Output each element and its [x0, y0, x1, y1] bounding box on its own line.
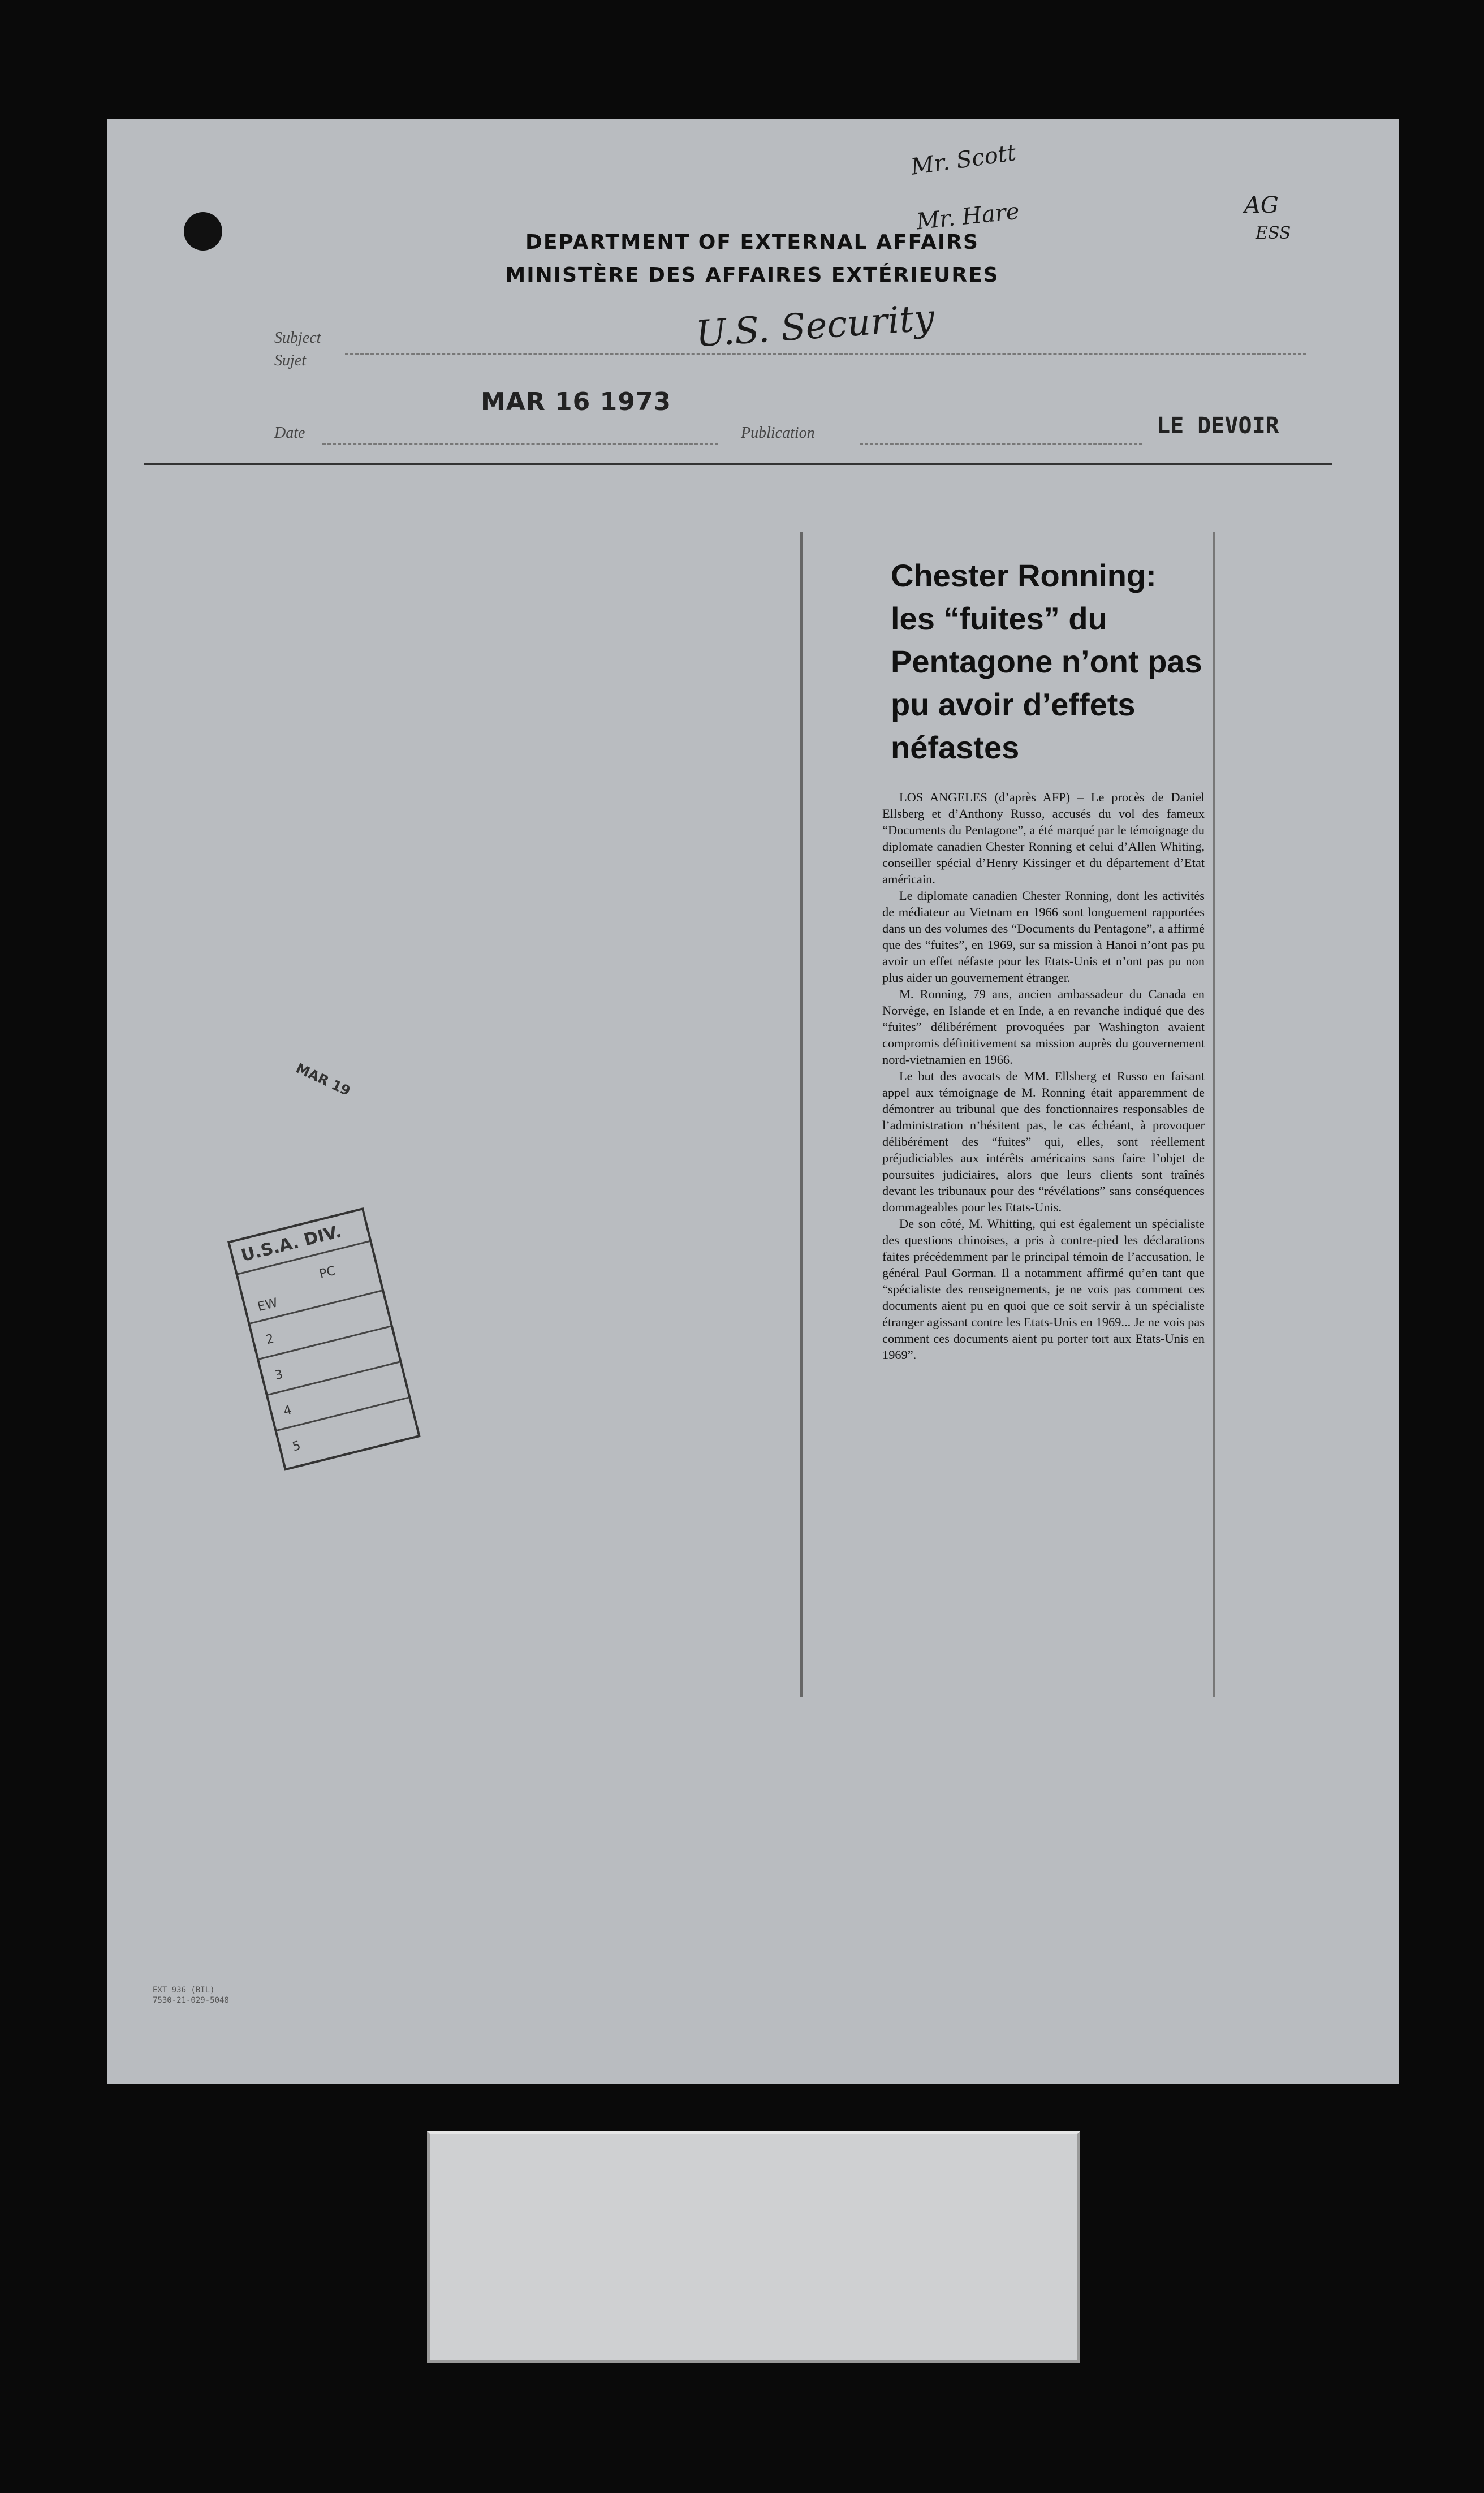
- form-number: [153, 1985, 229, 2005]
- department-name-en: DEPARTMENT OF EXTERNAL AFFAIRS: [525, 231, 979, 254]
- date-label: Date: [274, 424, 305, 442]
- stamp-row-divider: [277, 1397, 409, 1431]
- division-stamp-title: U.S.A. DIV.: [239, 1222, 344, 1266]
- publication-stamp: LE DEVOIR: [1157, 413, 1279, 439]
- stamp-cell: PC: [318, 1263, 337, 1282]
- article-body: [882, 789, 1205, 1363]
- form-number-line2: 7530-21-029-5048: [153, 1996, 229, 2005]
- clipping-left-edge: [800, 532, 803, 1697]
- article-paragraph: Le diplomate canadien Chester Ronning, dont les activités de médiateur au Vietnam en 1966 sont longuement rapportées dans un des volumes des “Documents du Pentagone”, a affirmé que des “fuites”, en 1969, sur sa mission à Hanoi n’ont pas pu avoir un effet néfaste pour les Etats-Unis et n’ont pas pu non plus aider un gouvernement étranger.: [882, 888, 1205, 985]
- routing-note-2: Mr. Hare: [915, 198, 1021, 235]
- margin-note-2: ESS: [1256, 223, 1291, 243]
- header-rule: [144, 463, 1332, 465]
- clipping-right-edge: [1213, 532, 1215, 1697]
- stamp-row-divider: [259, 1326, 391, 1360]
- article-paragraph: Le but des avocats de MM. Ellsberg et Russo en faisant appel aux témoignage de M. Ronning était apparemment de démontrer au tribunal que des fonctionnaires responsables de l’administration n’hésitent pas, le cas échéant, à provoquer délibérément des “fuites” qui, elles, sont réellement préjudiciables aux intérêts américains sans faire l’objet de poursuites judiciaires, alors que leurs clients sont traînés devant les tribunaux pour des “révélations” sans conséquences dommageables pour les Etats-Unis.: [882, 1069, 1205, 1214]
- division-stamp-box: [227, 1207, 421, 1471]
- stamp-cell: 3: [273, 1367, 284, 1383]
- date-stamp: MAR 16 1973: [481, 387, 672, 416]
- publication-line: [860, 443, 1142, 445]
- date-line: [322, 443, 718, 445]
- subject-line: [345, 353, 1306, 355]
- folder-tab: [427, 2131, 1080, 2363]
- article-paragraph: De son côté, M. Whitting, qui est également un spécialiste des questions chinoises, a pris à contre-pied les déclarations faites précédemment par le principal témoin de l’accusation, le général Paul Gorman. Il a notamment affirmé qu’en tant que “spécialiste des renseignements, je ne vois pas comment ces documents aient pu en quoi que ce soit servir à un spécialiste étranger agissant contre les Etats-Unis en 1969... Je ne vois pas comment ces documents aient pu porter tort aux Etats-Unis en 1969”.: [882, 1217, 1205, 1362]
- article-headline: Chester Ronning: les “fuites” du Pentagone n’ont pas pu avoir d’effets néfastes: [891, 558, 1202, 765]
- stamp-cell: 2: [264, 1331, 276, 1348]
- article-paragraph: LOS ANGELES (d’après AFP) – Le procès de Daniel Ellsberg et d’Anthony Russo, accusés du vol des fameux “Documents du Pentagone”, a été marqué par le témoignage du diplomate canadien Chester Ronning et celui d’Allen Whiting, conseiller spécial d’Henry Kissinger et du département d’Etat américain.: [882, 790, 1205, 886]
- clipping-form-sheet: [107, 119, 1399, 2084]
- stamp-cell: EW: [256, 1296, 279, 1315]
- stamp-cell: 4: [282, 1403, 294, 1419]
- department-name-fr: MINISTÈRE DES AFFAIRES EXTÉRIEURES: [505, 264, 999, 287]
- routing-note-1: Mr. Scott: [909, 140, 1018, 180]
- stamp-cell: 5: [291, 1438, 303, 1455]
- stamp-row-divider: [268, 1361, 400, 1396]
- sujet-label: Sujet: [274, 352, 306, 369]
- subject-handwritten: U.S. Security: [694, 297, 936, 356]
- publication-label: Publication: [741, 424, 815, 442]
- subject-label: Subject: [274, 329, 321, 347]
- punch-hole: [184, 212, 222, 251]
- margin-note: AG: [1244, 192, 1279, 218]
- article-paragraph: M. Ronning, 79 ans, ancien ambassadeur du Canada en Norvège, en Islande et en Inde, a en revanche indiqué que des “fuites” délibérément provoquées par Washington avaient compromis définitivement sa mission auprès du gouvernement nord-vietnamien en 1966.: [882, 987, 1205, 1067]
- form-number-line1: EXT 936 (BIL): [153, 1986, 215, 1995]
- received-stamp: MAR 19: [293, 1060, 353, 1099]
- department-header: [469, 226, 1035, 292]
